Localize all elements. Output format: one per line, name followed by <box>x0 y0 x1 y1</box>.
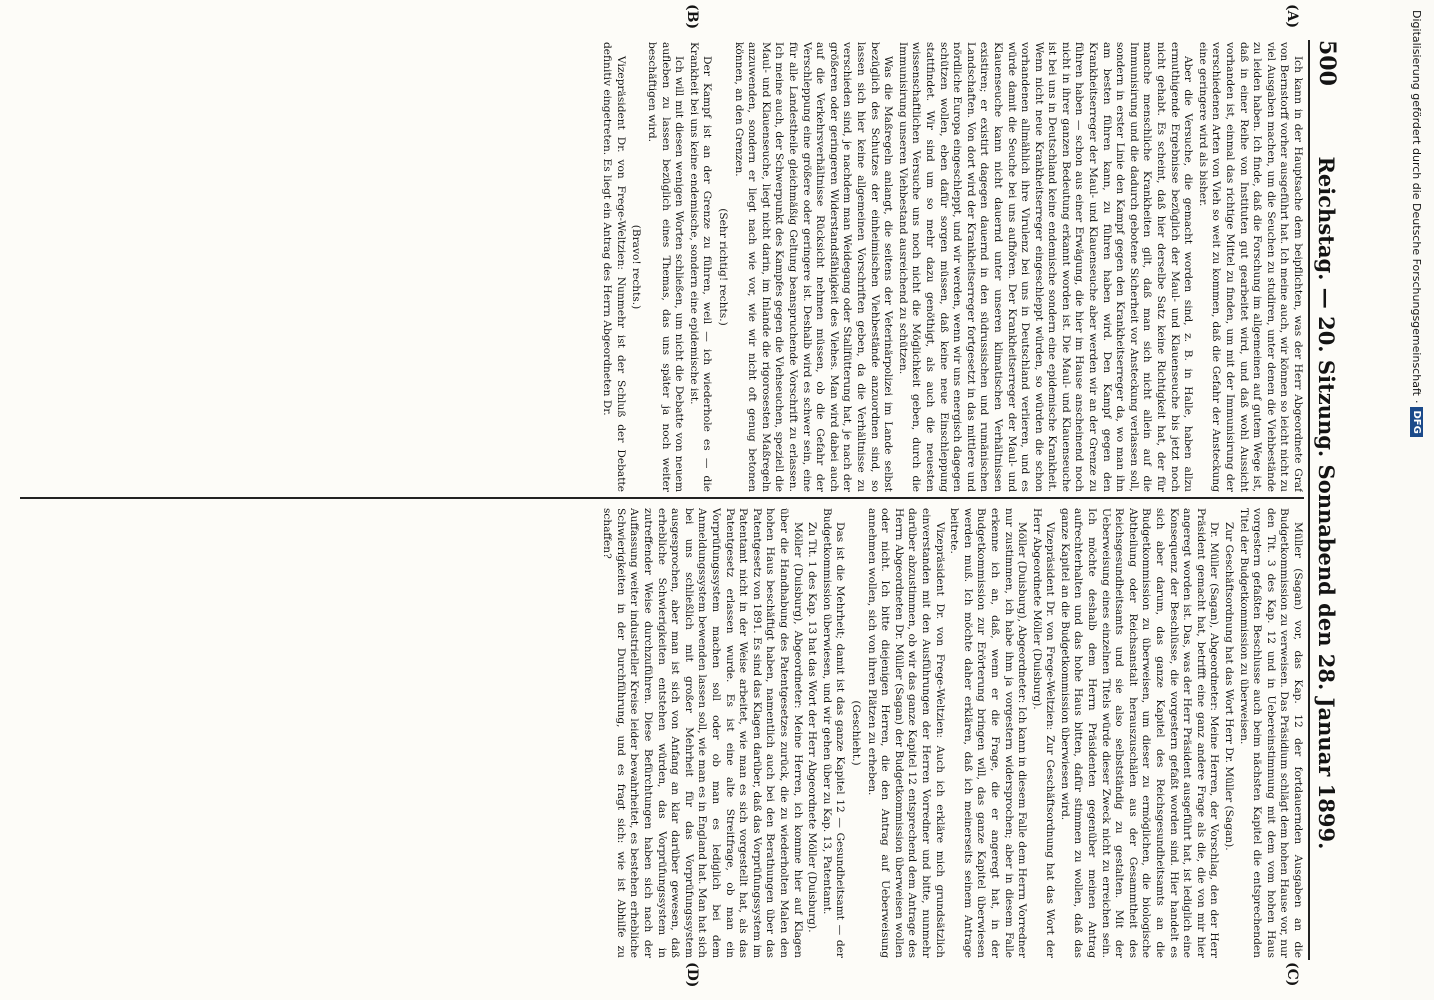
interjection: (Bravo! rechts.) <box>630 224 643 310</box>
margin-marker-b: (B) <box>684 4 700 30</box>
paragraph: Der Kampf ist an der Grenze zu führen, weil — ich wiederhole es — die Krankheit bei uns keine endemische, sondern eine epidemische ist. <box>687 42 714 492</box>
margin-marker-c: (C) <box>1284 962 1300 987</box>
paragraph: Ich kann in der Hauptsache dem beipflichten, was der Herr Abgeordnete Graf von Bernstorff vorher ausgeführt hat. Ich meine auch, wir können so leicht nicht zu viel Ausgaben machen, um die Seuchen zu studiren, unter denen die Viehbestände zu leiden haben. Ich finde, daß die Forschung im allgemeinen auf gutem Wege ist, daß in einer Reihe von Instituten gut gearbeitet wird, und daß wohl Aussicht vorhanden ist, einmal das richtige Mittel zu finden, um mit der Immunisirung der verschiedenen Arten von Vieh so weit zu kommen, daß die Gefahr der Ansteckung eine geringere wird als bisher. <box>1196 42 1304 492</box>
dfg-logo: DFG <box>1411 407 1424 436</box>
paragraph: Zur Geschäftsordnung hat das Wort Herr Dr. Müller (Sagan). <box>1223 522 1236 851</box>
running-title: Reichstag. — 20. Sitzung. Sonnabend den 28. Januar 1899. <box>1314 156 1339 850</box>
interjection: (Sehr richtig! rechts.) <box>717 208 730 326</box>
page-header <box>1308 40 1350 960</box>
digitization-credit-bar: Digitalisierung gefördert durch die Deutsche Forschungsgemeinschaft · DFG <box>1408 0 1434 1000</box>
paragraph: Möller (Duisburg), Abgeordneter: Meine Herren, ich komme hier auf Klagen über die Handhabung des Patentgesetzes zurück, die zu wiederholten Malen den hohen Haus beschäftigt haben, namentlich auch bei den Berathungen über das Patentgesetz von 1891. Es sind das Klagen darüber, daß das Vorprüfungssystem im Patentamt nicht in der Weise arbeitet, wie man es sich vorgestellt hat, als das Patentgesetz erlassen wurde. Es ist eine alte Streitfrage, ob man ein Vorprüfungssystem machen soll oder ob man es lediglich bei dem Anmeldungssystem bewenden lassen soll, wie man es in England hat. Man hat sich bei uns schließlich mit großer Mehrheit für das Vorprüfungssystem ausgesprochen, aber man ist sich von Anfang an klar darüber gewesen, daß erhebliche Schwierigkeiten entstehen würden, das Vorprüfungssystem in zutreffender Weise durchzuführen. Diese Befürchtungen haben sich nach der Auffassung weiter industrieller Kreise leider bewahrheitet, es bestehen erhebliche Schwierigkeiten in der Durchführung, und es fragt sich: wie ist Abhilfe zu schaffen? <box>601 508 804 958</box>
left-column <box>20 42 1304 492</box>
paragraph: Möller (Duisburg), Abgeordneter: Ich kann in diesem Falle dem Herrn Vorredner nur zustimmen, ich habe ihm ja vorgestern widersprochen; aber in diesem Falle erkenne ich an, daß, wenn er die Frage, die er angeregt hat, in der Budgetkommission zur Erörterung bringen will, das ganze Kapitel überwiesen werden muß. Ich möchte daher erklären, daß ich meinerseits seinem Antrage beitrete. <box>948 508 1029 958</box>
paragraph: Zu Tit. 1 des Kap. 13 hat das Wort der Herr Abgeordnete Möller (Duisburg). <box>806 522 819 933</box>
credit-text: Digitalisierung gefördert durch die Deutsche Forschungsgemeinschaft <box>1410 10 1424 396</box>
column-divider <box>20 497 1304 499</box>
interjection: (Geschieht.) <box>850 700 862 766</box>
paragraph: Vizepräsident Dr. von Frege-Weltzien: Nunmehr ist der Schluß der Debatte definitiv eingetreten. Es liegt ein Antrag des Herrn Abgeordneten Dr. <box>601 42 627 492</box>
page-number: 500 <box>1314 40 1340 86</box>
right-column <box>20 508 1304 958</box>
margin-marker-a: (A) <box>1284 4 1300 29</box>
paragraph: Das ist die Mehrheit; damit ist das ganze Kapitel 12 — Gesundheitsamt — der Budgetkommission überwiesen, und wir gehen über zu Kap. 13, Patentamt. <box>820 508 847 958</box>
paragraph: Müller (Sagan) vor, das Kap. 12 der fortdauernden Ausgaben an die Budgetkommission zu verweisen. Das Präsidium schlägt dem hohen Hause vor, nur den Tit. 3 des Kap. 12 und in Uebereinstimmung mit dem vom hohen Haus vorgestern gefaßten Beschlusse auch beim nächsten Kapitel die entsprechenden Titel der Budgetkommission zu überweisen. <box>1237 508 1304 958</box>
paragraph: Aber die Versuche, die gemacht worden sind, z. B. in Halle, haben allzu ermuthigende Ergebnisse bezüglich der Maul- und Klauenseuche bis jetzt noch nicht gehabt. Es scheint, daß hier derselbe Satz keine Richtigkeit hat, der für manche menschliche Krankheiten gilt, daß man sich nicht allein auf die Immunisirung und die dadurch gebotene Sicherheit vor Ansteckung verlassen soll, sondern in erster Linie den Kampf gegen den Krankheitserreger da, wo man ihn am besten führen kann, zu führen haben wird. Den Kampf gegen den Krankheitserreger der Maul- und Klauenseuche aber werden wir an der Grenze zu führen haben — schon aus einer Erwägung, die hier im Hause anscheinend noch nicht in ihrer ganzen Bedeutung erkannt worden ist. Die Maul- und Klauenseuche ist bei uns in Deutschland keine endemische sondern eine epidemische Krankheit. Wenn nicht neue Krankheitserreger eingeschleppt würden, so würden die schon vorhandenen allmählich ihre Virulenz bei uns in Deutschland verlieren, und es würde damit die Seuche bei uns aufhören. Der Krankheitserreger der Maul- und Klauenseuche kann nicht dauernd unter unseren klimatischen Verhältnissen existiren; er existirt dagegen dauernd in den südrussischen und rumänischen Landschaften. Von dort wird der Krankheitserreger fortgesetzt in das mittlere und nördliche Europa eingeschleppt, und wir werden, wenn wir uns energisch dagegen schützen wollen, eben dafür sorgen müssen, daß keine neue Einschleppung stattfindet. Wir sind um so mehr dazu genöthigt, als auch die neuesten wissenschaftlichen Versuche uns noch nicht die Möglichkeit geben, durch die Immunisirung unseren Viehbestand ausreichend zu schützen. <box>896 42 1195 492</box>
paragraph: Vizepräsident Dr. von Frege-Weltzien: Zur Geschäftsordnung hat das Wort der Herr Abgeordnete Möller (Duisburg). <box>1030 508 1057 958</box>
paragraph: Vizepräsident Dr. von Frege-Weltzien: Auch ich erkläre mich grundsätzlich einverstanden mit den Ausführungen der Herren Vorredner und bitte, nunmehr darüber abzustimmen, ob wir das ganze Kapitel 12 entsprechend dem Antrage des Herrn Abgeordneten Dr. Müller (Sagan) der Budgetkommission überweisen wollen oder nicht. Ich bitte diejenigen Herren, die den Antrag auf Ueberweisung annehmen wollen, sich von ihren Plätzen zu erheben. <box>865 508 946 958</box>
paragraph: Ich will mit diesen wenigen Worten schließen, um nicht die Debatte von neuem aufleben zu lassen bezüglich eines Themas, das uns später ja noch weiter beschäftigen wird. <box>646 42 686 492</box>
paragraph: Dr. Müller (Sagan), Abgeordneter: Meine Herren, der Vorschlag, den der Herr Präsident gemacht hat, betrifft eine ganz andere Frage als die, die von mir hier angeregt worden ist. Das, was der Herr Präsident ausgeführt hat, ist lediglich eine Konsequenz der Beschlüsse, die vorgestern gefaßt worden sind. Hier handelt es sich aber darum, das ganze Kapitel des Reichsgesundheitsamts an die Budgetkommission zu überweisen, um dieser zu ermöglichen, die biologische Abtheilung oder Reichsanstalt herauszuschälen aus der Gesammtheit des Reichsgesundheitsamts und sie also selbstständig zu gestalten. Mit der Ueberweisung eines einzelnen Titels würde dieser Zweck nicht zu erreichen sein. Ich möchte deshalb dem Herrn Präsidenten gegenüber meinen Antrag aufrechterhalten und das hohe Haus bitten, dafür stimmen zu wollen, daß das ganze Kapitel an die Budgetkommission überwiesen wird. <box>1058 508 1221 958</box>
margin-marker-d: (D) <box>684 962 700 988</box>
paragraph: Was die Maßregeln anlangt, die seitens der Veterinärpolizei im Lande selbst bezüglich des Schutzes der einheimischen Viehbestände anzuordnen sind, so lassen sich hier keine allgemeinen Vorschriften geben, da die Verhältnisse zu verschieden sind, je nachdem man Weidegang oder Stallfütterung hat, je nach der größeren oder geringeren Widerstandsfähigkeit des Viehes. Man wird dabei auch auf die Verkehrsverhältnisse Rücksicht nehmen müssen, ob die Gefahr der Verschleppung eine größere oder geringere ist. Deshalb wird es schwer sein, eine für alle Landestheile gleichmäßig Geltung beanspruchende Vorschrift zu erlassen. Ich meine auch, der Schwerpunkt des Kampfes gegen die Viehseuchen, speziell die Maul- und Klauenseuche, liegt nicht darin, im Inlande die rigorosesten Maßregeln anzuwenden, sondern er liegt nach wie vor, wie wir nicht oft genug betonen können, an den Grenzen. <box>732 42 895 492</box>
